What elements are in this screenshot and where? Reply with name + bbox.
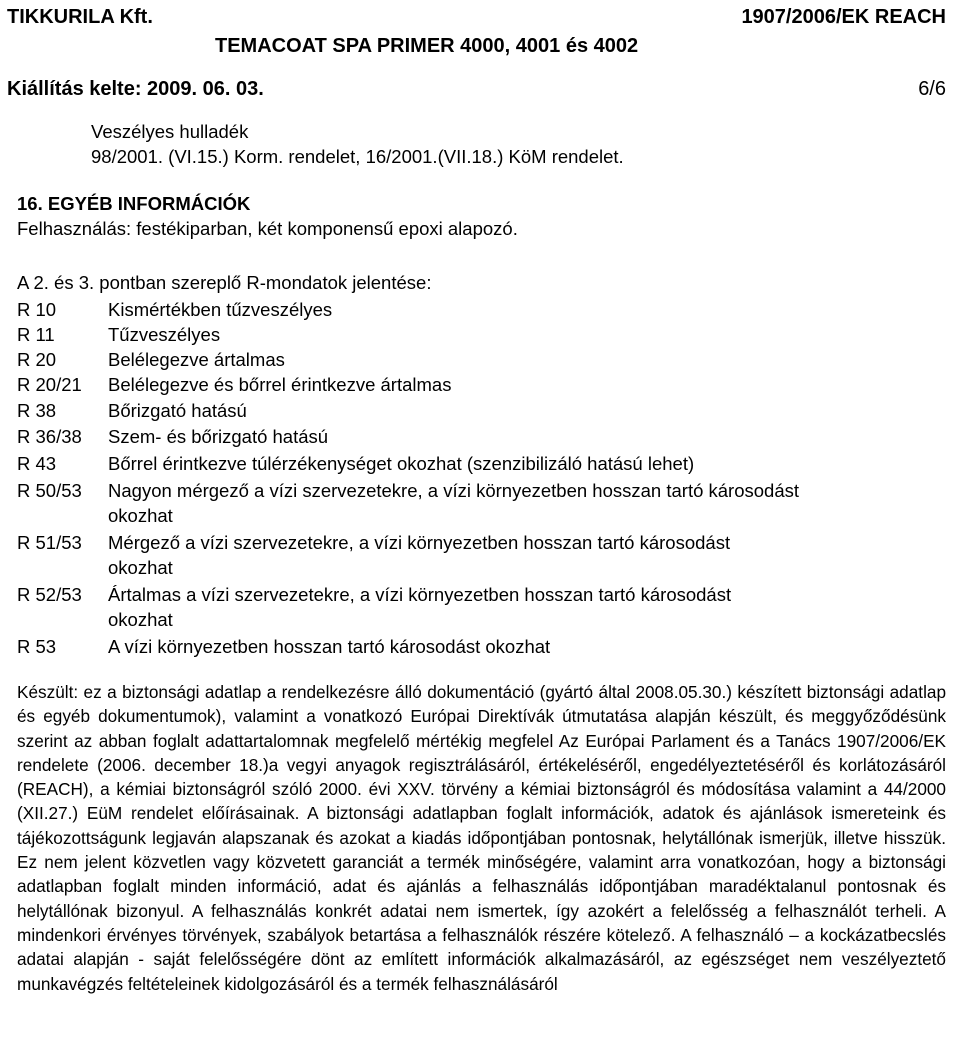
r-phrase-code: R 36/38 [17,426,82,447]
r-phrase-text-continuation: okozhat [108,609,173,630]
r-phrase-text-continuation: okozhat [108,505,173,526]
r-phrase-code: R 38 [17,400,57,421]
closing-paragraph: Készült: ez a biztonsági adatlap a rendelkezésre álló dokumentáció (gyártó által 2008.05.30.) készített biztonsági adatlap és egyéb dokumentumok), valamint a vonatkozó Európai Direktívák útmutatása alapján készült, és meggyőződésünk szerint az abban foglalt adattartalomnak megfelelő mértékig megfelel Az Európai Parlament és a Tanács 1907/2006/EK rendelete (2006. december 18.)a vegyi anyagok regisztrálásáról, értékeléséről, engedélyeztetéséről és korlátozásáról (REACH), a kémiai biztonságról szóló 2000. évi XXV. törvény a kémiai biztonságról és módosítása valamint a 44/2000 (XII.27.) EüM rendelet előírásainak. A biztonsági adatlapban foglalt információk, adatok és ajánlások ismereteink és tájékozottságunk legjaván alapszanak és azokat a kiadás időpontjában pontosnak, helytállónak ismerjük, illetve hisszük. Ez nem jelent közvetlen vagy közvetett garanciát a termék minőségére, valamint arra vonatkozóan, hogy a biztonsági adatlapban foglalt minden információ, adat és ajánlás a felhasználás időpontjában maradéktalanul pontosnak és helytállónak bizonyul. A felhasználás konkrét adatai nem ismertek, így azokért a felelősség a felhasználót terheli. A mindenkori érvényes törvények, szabályok betartása a felhasználók részére kötelező. A felhasználó – a kockázatbecslés adatai alapján - saját felelősségére dönt az említett információk alkalmazásáról, az egészséget nem veszélyeztető munkavégzés feltételeinek kidolgozásáról és a termék felhasználásáról [17,682,946,994]
r-phrase-code: R 10 [17,299,57,320]
r-phrase-text: Nagyon mérgező a vízi szervezetekre, a vízi környezetben hosszan tartó károsodást [108,480,800,501]
company-name: TIKKURILA Kft. [7,6,153,28]
r-phrase-text-continuation: okozhat [108,557,173,578]
r-phrase-code: R 50/53 [17,480,82,501]
r-phrase-code: R 11 [17,324,55,345]
regulation-reference: 1907/2006/EK REACH [741,6,946,28]
waste-title: Veszélyes hulladék [91,121,249,142]
r-phrase-code: R 43 [17,453,57,474]
product-name: TEMACOAT SPA PRIMER 4000, 4001 és 4002 [215,35,639,57]
r-phrase-text: Tűzveszélyes [108,324,221,345]
r-phrase-text: Mérgező a vízi szervezetekre, a vízi környezetben hosszan tartó károsodást [108,532,731,553]
issue-date: Kiállítás kelte: 2009. 06. 03. [7,78,264,100]
waste-reference: 98/2001. (VI.15.) Korm. rendelet, 16/2001.(VII.18.) KöM rendelet. [91,146,624,167]
r-phrase-text: Belélegezve ártalmas [108,349,285,370]
r-phrase-text: Kismértékben tűzveszélyes [108,299,333,320]
r-phrase-code: R 51/53 [17,532,82,553]
r-phrase-text: Bőrrel érintkezve túlérzékenységet okozhat (szenzibilizáló hatású lehet) [108,453,695,474]
r-phrase-code: R 20 [17,349,57,370]
r-phrase-code: R 53 [17,636,57,657]
r-phrase-text: A vízi környezetben hosszan tartó károsodást okozhat [108,636,551,657]
r-phrase-code: R 20/21 [17,374,82,395]
r-phrase-text: Szem- és bőrizgató hatású [108,426,329,447]
r-phrase-text: Bőrizgató hatású [108,400,247,421]
page-number: 6/6 [918,78,946,100]
r-phrase-code: R 52/53 [17,584,82,605]
r-phrases-intro: A 2. és 3. pontban szereplő R-mondatok jelentése: [17,272,432,293]
r-phrase-text: Belélegezve és bőrrel érintkezve ártalmas [108,374,452,395]
r-phrase-text: Ártalmas a vízi szervezetekre, a vízi környezetben hosszan tartó károsodást [108,584,732,605]
section-16-title: 16. EGYÉB INFORMÁCIÓK [17,193,251,214]
usage-text: Felhasználás: festékiparban, két komponensű epoxi alapozó. [17,218,518,239]
